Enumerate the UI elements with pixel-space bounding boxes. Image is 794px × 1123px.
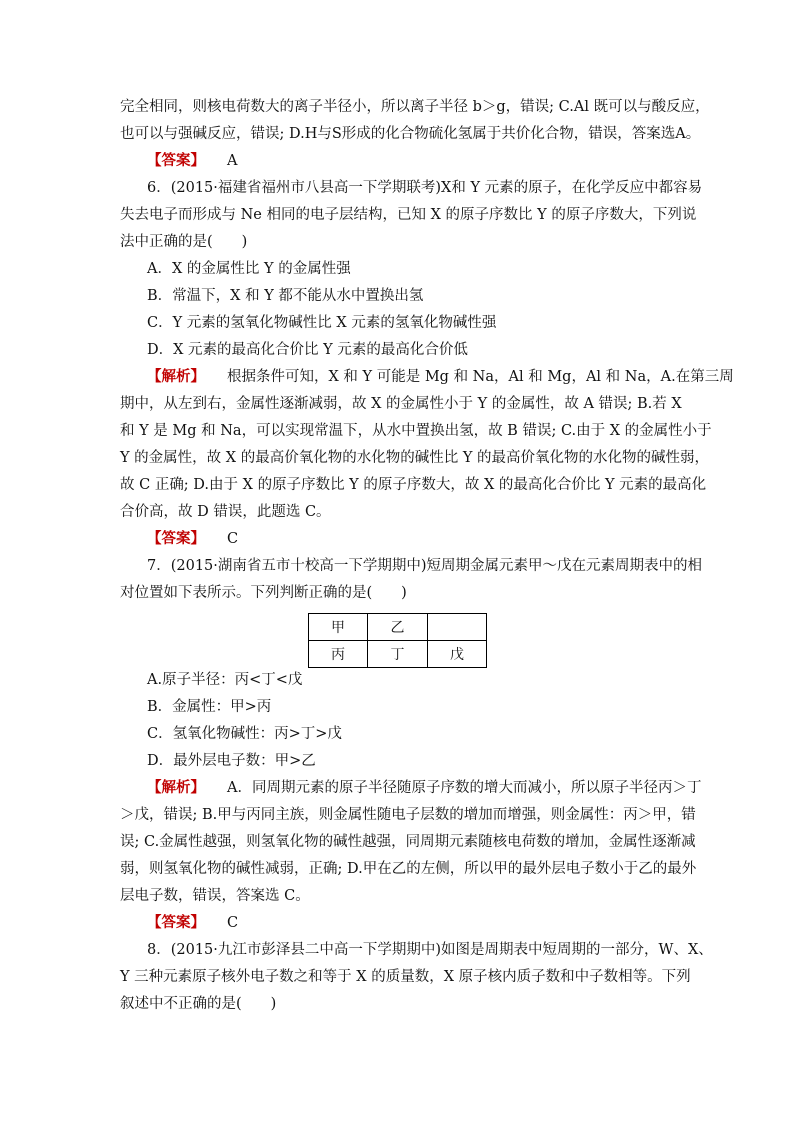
q8-stem-line-1: 8．(2015·九江市彭泽县二中高一下学期期中)如图是周期表中短周期的一部分，W、X、 xyxy=(147,942,713,958)
q6-option-d: D．X 元素的最高化合价比 Y 元素的最高化合价低 xyxy=(147,342,468,358)
q6-analysis-line-6: 合价高，故 D 错误，此题选 C。 xyxy=(120,504,331,520)
q6-option-b: B．常温下，X 和 Y 都不能从水中置换出氢 xyxy=(147,288,424,304)
table-cell: 丁 xyxy=(368,641,428,668)
table-row xyxy=(309,614,487,641)
q6-stem-line-2: 失去电子而形成与 Ne 相同的电子层结构，已知 X 的原子序数比 Y 的原子序数大，下列说 xyxy=(120,207,697,223)
q6-answer xyxy=(147,529,238,549)
answer-label: 【答案】 xyxy=(147,152,205,169)
q6-option-a: A．X 的金属性比 Y 的金属性强 xyxy=(147,261,351,277)
q7-analysis-line-2: ＞戊，错误; B.甲与丙同主族，则金属性随电子层数的增加而增强，则金属性：丙＞甲，错 xyxy=(120,807,696,823)
table-cell xyxy=(428,614,487,641)
q7-option-d: D．最外层电子数：甲>乙 xyxy=(147,753,316,769)
q6-analysis-line-3: 和 Y 是 Mg 和 Na，可以实现常温下，从水中置换出氢，故 B 错误; C.由于 X 的金属性小于 xyxy=(120,423,712,439)
q7-option-b: B．金属性：甲>丙 xyxy=(147,699,272,715)
table-row xyxy=(309,641,487,668)
q7-stem-line-2: 对位置如下表所示。下列判断正确的是( ) xyxy=(120,585,407,601)
q7-stem-line-1: 7．(2015·湖南省五市十校高一下学期期中)短周期金属元素甲～戊在元素周期表中的相 xyxy=(147,558,703,574)
q5-explanation-line-1: 完全相同，则核电荷数大的离子半径小，所以离子半径 b＞g，错误; C.Al 既可以与酸反应， xyxy=(120,99,710,115)
answer-label: 【答案】 xyxy=(147,530,205,547)
q8-stem-line-3: 叙述中不正确的是( ) xyxy=(120,996,277,1012)
answer-value: C xyxy=(227,915,239,931)
q6-stem-line-3: 法中正确的是( ) xyxy=(120,234,248,250)
q7-analysis-line-3: 误; C.金属性越强，则氢氧化物的碱性越强，同周期元素随核电荷数的增加，金属性逐渐减 xyxy=(120,834,696,850)
q7-analysis-line-1 xyxy=(147,778,701,798)
q6-analysis-line-2: 期中，从左到右，金属性逐渐减弱，故 X 的金属性小于 Y 的金属性，故 A 错误; B.若 X xyxy=(120,396,682,412)
q6-analysis-line-1 xyxy=(147,367,734,387)
q6-stem-line-1: 6．(2015·福建省福州市八县高一下学期联考)X和 Y 元素的原子，在化学反应中都容易 xyxy=(147,180,703,196)
table-cell: 戊 xyxy=(428,641,487,668)
analysis-label: 【解析】 xyxy=(147,368,205,385)
analysis-label: 【解析】 xyxy=(147,779,205,796)
q6-analysis-line-5: 故 C 正确; D.由于 X 的原子序数比 Y 的原子序数大，故 X 的最高化合价比 Y 元素的最高化 xyxy=(120,477,707,493)
q8-stem-line-2: Y 三种元素原子核外电子数之和等于 X 的质量数，X 原子核内质子数和中子数相等。下列 xyxy=(120,969,691,985)
table-cell: 丙 xyxy=(309,641,368,668)
answer-value: A xyxy=(227,153,238,169)
q7-analysis-line-4: 弱，则氢氧化物的碱性减弱，正确; D.甲在乙的左侧，所以甲的最外层电子数小于乙的最外 xyxy=(120,861,697,877)
q6-option-c: C．Y 元素的氢氧化物碱性比 X 元素的氢氧化物碱性强 xyxy=(147,315,497,331)
answer-value: C xyxy=(227,531,239,547)
analysis-text: 根据条件可知，X 和 Y 可能是 Mg 和 Na，Al 和 Mg，Al 和 Na，A.在第三周 xyxy=(227,369,734,385)
table-cell: 甲 xyxy=(309,614,368,641)
q7-option-c: C．氢氧化物碱性：丙>丁>戊 xyxy=(147,726,342,742)
analysis-text: A．同周期元素的原子半径随原子序数的增大而减小，所以原子半径丙＞丁 xyxy=(227,780,702,796)
q5-answer xyxy=(147,151,237,171)
periodic-position-table xyxy=(308,613,487,668)
table-cell: 乙 xyxy=(368,614,428,641)
answer-label: 【答案】 xyxy=(147,914,205,931)
q5-explanation-line-2: 也可以与强碱反应，错误; D.H与S形成的化合物硫化氢属于共价化合物，错误，答案选A。 xyxy=(120,126,701,142)
q7-answer xyxy=(147,913,238,933)
q6-analysis-line-4: Y 的金属性，故 X 的最高价氧化物的水化物的碱性比 Y 的最高价氧化物的水化物的碱性弱， xyxy=(120,450,710,466)
q7-option-a: A.原子半径：丙<丁<戊 xyxy=(147,672,303,688)
q7-analysis-line-5: 层电子数，错误，答案选 C。 xyxy=(120,888,310,904)
